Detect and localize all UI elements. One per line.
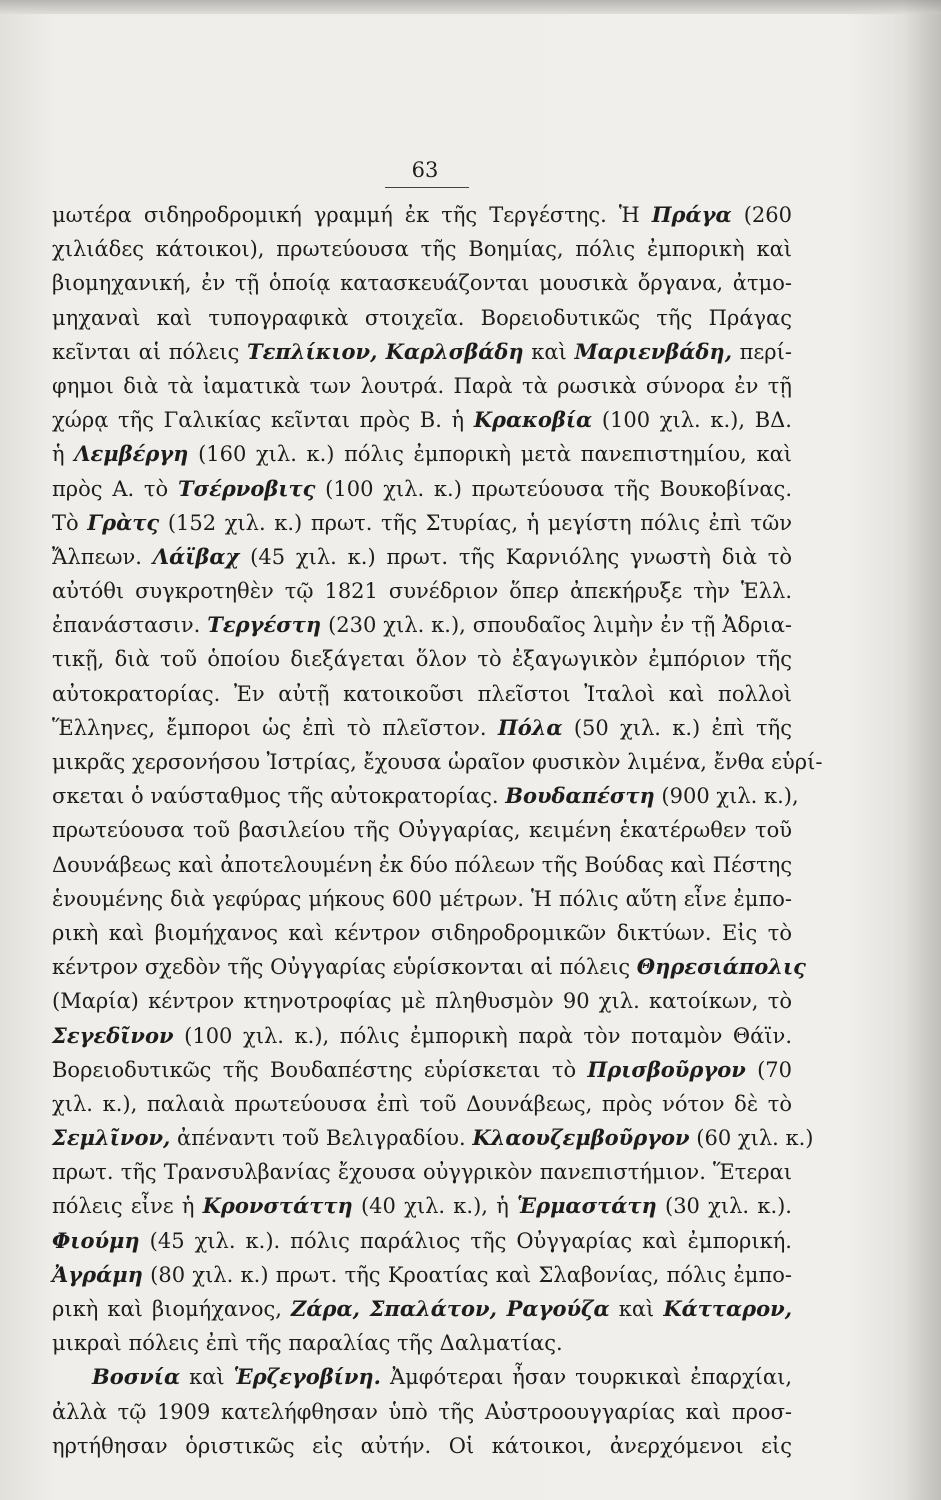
text-run: (60 χιλ. κ.) [689,1126,814,1151]
text-line [52,1360,792,1394]
place-name: Βοσνία [92,1364,181,1390]
text-run: Ἀμφότεραι ἦσαν τουρκικαὶ ἐπαρχίαι, [380,1365,793,1390]
text-run: ἡ [52,442,75,467]
place-name: Τεργέστη [207,612,322,638]
place-name: Πόλα [497,714,563,740]
text-run: καὶ [523,339,575,364]
text-line [52,1019,792,1053]
place-name: Λεμβέργη [74,441,189,467]
text-run: ρικὴ καὶ βιομήχανος, [52,1297,292,1321]
text-run: Βορειοδυτικῶς τῆς Βουδαπέστης εὑρίσκεται τὸ [52,1057,588,1082]
text-line [52,1189,792,1223]
text-line [52,335,792,369]
text-run: ἑνουμένης διὰ γεφύρας μήκους 600 μέτρων. Ἡ πόλις αὕτη εἶνε ἐμπο- [52,886,792,911]
place-name: Μαριενβάδη, [574,338,732,364]
text-line [52,779,799,813]
place-name: Κρακοβία [473,407,593,433]
place-name: Βουδαπέστη [505,783,655,809]
text-line [52,1053,792,1087]
text-line [52,198,792,232]
place-name: Ἑρζεγοβίνη. [233,1364,381,1390]
text-run: Ἄλπεων. [52,544,153,569]
text-line [52,1121,814,1155]
text-run: Τὸ [52,510,88,535]
text-run: (100 χιλ. κ.) πρωτεύουσα τῆς Βουκοβίνας. [315,476,792,501]
text-line [52,677,792,711]
text-run: (70 [745,1057,792,1082]
text-run: πρὸς Α. τὸ [52,476,178,501]
text-run: (Μαρία) κέντρον κτηνοτροφίας μὲ πληθυσμὸν 90 χιλ. κατοίκων, τὸ [52,989,792,1014]
text-run: ἐπανάστασιν. [52,613,208,638]
text-run: (100 χιλ. κ.), πόλις ἐμπορικὴ παρὰ τὸν ποταμὸν Θάϊν. [173,1023,792,1048]
place-name: Σεμλῖνον, [52,1125,171,1151]
text-run: (45 χιλ. κ.) πρωτ. τῆς Καρνιόλης γνωστὴ διὰ τὸ [239,544,792,569]
place-name: Κάτταρον, [663,1296,792,1321]
text-run: χιλιάδες κάτοικοι), πρωτεύουσα τῆς Βοημίας, πόλις ἐμπορικὴ καὶ [52,237,792,262]
place-name: Ζάρα, Σπαλάτον, Ραγούζα [291,1296,610,1321]
text-line [52,882,792,916]
page-number-rule [385,187,469,188]
text-line [52,1292,792,1326]
place-name: Φιούμη [52,1227,140,1253]
text-line [52,574,792,608]
text-line [52,1155,792,1189]
text-run: μωτέρα σιδηροδρομική γραμμή ἐκ τῆς Τεργέστης. Ἡ [52,203,652,227]
text-line [52,369,792,403]
place-name: Πράγα [651,202,732,227]
place-name: Ἑρμαστάτη [517,1193,657,1219]
text-line [52,1258,792,1292]
page-edge-shadow [903,0,941,1500]
text-run: (160 χιλ. κ.) πόλις ἐμπορικὴ μετὰ πανεπιστημίου, καὶ [188,442,792,467]
text-run: αὐτόθι συγκροτηθὲν τῷ 1821 συνέδριον ὅπερ ἀπεκήρυξε τὴν Ἑλλ. [52,579,792,604]
text-run: ἀπέναντι τοῦ Βελιγραδίου. [170,1126,473,1151]
text-run: (30 χιλ. κ.). [656,1194,792,1219]
place-name: Σεγεδῖνον [52,1022,174,1048]
text-line [52,1429,792,1463]
text-line [52,1224,792,1258]
text-run: χώρᾳ τῆς Γαλικίας κεῖνται πρὸς Β. ἡ [52,408,474,433]
text-run: κεῖνται αἱ πόλεις [52,339,247,364]
text-line [52,266,792,300]
text-line [52,540,792,574]
text-line [52,711,792,745]
text-run: (230 χιλ. κ.), σπουδαῖος λιμὴν ἐν τῇ Ἀδρια- [321,613,792,638]
text-line [52,232,792,266]
body-text [52,198,823,1463]
text-run: αὐτοκρατορίας. Ἐν αὐτῇ κατοικοῦσι πλεῖστοι Ἰταλοὶ καὶ πολλοὶ [52,681,792,706]
text-line [52,301,792,335]
text-run: τικῇ, διὰ τοῦ ὁποίου διεξάγεται ὅλον τὸ ἐξαγωγικὸν ἐμπόριον τῆς [52,647,792,672]
text-run: περί- [732,339,792,364]
text-run: καὶ [180,1365,234,1390]
text-run: μικραὶ πόλεις ἐπὶ τῆς παραλίας τῆς Δαλματίας. [52,1331,563,1356]
text-run: καὶ [609,1297,664,1321]
text-run: Ἕλληνες, ἔμποροι ὡς ἐπὶ τὸ πλεῖστον. [52,715,498,740]
place-name: Τσέρνοβιτς [177,475,316,501]
text-run: κέντρον σχεδὸν τῆς Οὐγγαρίας εὑρίσκονται αἱ πόλεις [52,955,637,980]
text-line [52,608,792,642]
text-run: (40 χιλ. κ.), ἡ [352,1194,518,1219]
place-name: Γρὰτς [87,509,160,535]
text-line [52,813,792,847]
place-name: Λάϊβαχ [152,543,240,569]
text-line [52,472,792,506]
text-run: χιλ. κ.), παλαιὰ πρωτεύουσα ἐπὶ τοῦ Δουνάβεως, πρὸς νότον δὲ τὸ [52,1091,792,1116]
text-run: (100 χιλ. κ.), ΒΔ. [592,408,792,433]
place-name: Πρισβοῦργον [587,1056,746,1082]
text-run: μηχαναὶ καὶ τυπογραφικὰ στοιχεῖα. Βορειοδυτικῶς τῆς Πράγας [52,305,792,330]
text-line [52,642,792,676]
scan-top-edge [0,0,941,14]
text-line [52,745,823,779]
text-run: (50 χιλ. κ.) ἐπὶ τῆς [562,715,792,740]
text-run: ρικὴ καὶ βιομήχανος καὶ κέντρον σιδηροδρομικῶν δικτύων. Εἰς τὸ [52,920,792,945]
place-name: Κρονστάττη [202,1193,353,1219]
text-run: (80 χιλ. κ.) πρωτ. τῆς Κροατίας καὶ Σλαβονίας, πόλις ἐμπο- [142,1262,792,1287]
text-run: πρωτ. τῆς Τρανσυλβανίας ἔχουσα οὐγγρικὸν πανεπιστήμιον. Ἕτεραι [52,1160,792,1185]
text-line [52,1326,792,1360]
text-line [52,1087,792,1121]
text-run: ηρτήθησαν ὁριστικῶς εἰς αὐτήν. Οἱ κάτοικοι, ἀνερχόμενοι εἰς [52,1433,792,1458]
text-line [52,848,792,882]
text-line [52,916,792,950]
place-name: Θηρεσιάπολις [636,954,806,980]
text-run: πρωτεύουσα τοῦ βασιλείου τῆς Οὐγγαρίας, κειμένη ἑκατέρωθεν τοῦ [52,818,792,843]
text-run: φημοι διὰ τὰ ἰαματικὰ των λουτρά. Παρὰ τὰ ρωσικὰ σύνορα ἐν τῇ [52,373,792,398]
page-number: 63 [411,158,439,182]
place-name: Τεπλίκιον, Καρλσβάδη [246,338,524,364]
text-line [52,403,792,437]
text-run: (260 [731,203,792,227]
place-name: Ἀγράμη [52,1261,143,1287]
text-run: πόλεις εἶνε ἡ [52,1194,203,1219]
text-run: μικρᾶς χερσονήσου Ἰστρίας, ἔχουσα ὡραῖον φυσικὸν λιμένα, ἔνθα εὑρί- [52,750,823,774]
text-run: (45 χιλ. κ.). πόλις παράλιος τῆς Οὐγγαρίας καὶ ἐμπορική. [139,1228,792,1253]
text-line [52,984,792,1018]
text-line [52,950,806,984]
text-run: ἀλλὰ τῷ 1909 κατελήφθησαν ὑπὸ τῆς Αὐστροουγγαρίας καὶ προσ- [52,1399,792,1424]
text-line [52,437,792,471]
text-run: σκεται ὁ ναύσταθμος τῆς αὐτοκρατορίας. [52,784,506,809]
text-line [52,506,792,540]
text-run: (152 χιλ. κ.) πρωτ. τῆς Στυρίας, ἡ μεγίστη πόλις ἐπὶ τῶν [159,510,793,535]
text-run: (900 χιλ. κ.), [654,784,799,809]
place-name: Κλαουζεμβοῦργον [472,1125,690,1151]
text-run: Δουνάβεως καὶ ἀποτελουμένη ἐκ δύο πόλεων τῆς Βούδας καὶ Πέστης [52,852,793,877]
text-run: βιομηχανική, ἐν τῇ ὁποίᾳ κατασκευάζονται μουσικὰ ὄργανα, ἀτμο- [52,271,792,296]
text-line [52,1395,792,1429]
